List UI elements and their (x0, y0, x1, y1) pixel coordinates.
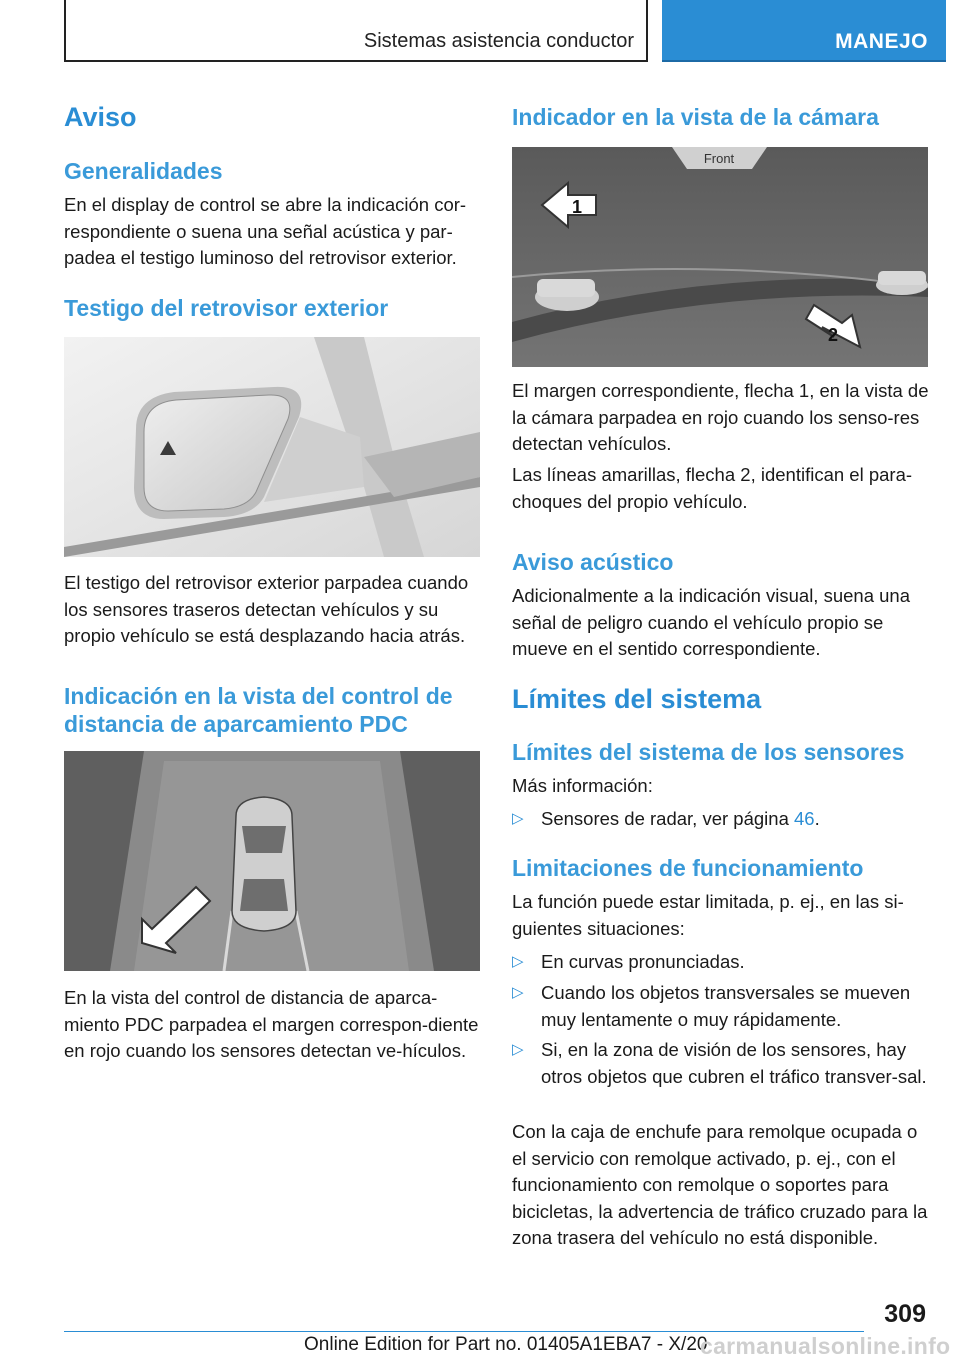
paragraph-limitaciones-intro: La función puede estar limitada, p. ej., en las si-guientes situaciones: (512, 891, 904, 939)
heading-limitaciones: Limitaciones de funcionamiento (512, 855, 864, 881)
heading-pdc: Indicación en la vista del control de distancia de aparcamiento PDC (64, 683, 453, 737)
heading-aviso: Aviso (64, 102, 137, 132)
footer-rule (64, 1331, 864, 1332)
bullet-triangle-icon: ▷ (512, 984, 524, 1001)
camera-callout-1: 1 (572, 197, 583, 217)
heading-limites-sensores: Límites del sistema de los sensores (512, 739, 905, 765)
mirror-image (64, 337, 480, 557)
paragraph-generalidades: En el display de control se abre la indicación cor-respondiente o suena una señal acústica y par-padea el testigo luminoso del retrovisor exterior. (64, 194, 467, 268)
heading-aviso-acustico: Aviso acústico (512, 549, 674, 575)
heading-limites: Límites del sistema (512, 684, 762, 714)
paragraph-camara-1: El margen correspondiente, flecha 1, en la vista de la cámara parpadea en rojo cuando los senso-res detectan vehículos. (512, 380, 929, 454)
heading-generalidades: Generalidades (64, 158, 223, 184)
list-item-limitacion-3: ▷ Si, en la zona de visión de los sensores, hay otros objetos que cubren el tráfico transver-sal. (512, 1039, 927, 1087)
footer-edition: Online Edition for Part no. 01405A1EBA7 - X/20 (304, 1334, 708, 1355)
header-chapter-title: MANEJO (835, 30, 928, 53)
watermark: carmanualsonline.info (700, 1333, 951, 1359)
bullet-triangle-icon: ▷ (512, 953, 524, 970)
header-chapter-tab (662, 0, 946, 62)
list-item-text: Sensores de radar, ver página (541, 808, 794, 829)
page-number: 309 (884, 1300, 926, 1328)
paragraph-testigo: El testigo del retrovisor exterior parpadea cuando los sensores traseros detectan vehículos y su propio vehículo se está desplazando hacia atrás. (64, 572, 469, 646)
camera-view-image (512, 147, 928, 367)
bullet-triangle-icon: ▷ (512, 810, 524, 827)
header-section-box (64, 0, 648, 62)
list-item-sensores: ▷ Sensores de radar, ver página 46. (512, 806, 932, 833)
page-link-46[interactable]: 46 (794, 808, 815, 829)
camera-callout-2: 2 (828, 325, 839, 345)
bullet-triangle-icon: ▷ (512, 1041, 524, 1058)
list-item-limitacion-2: ▷ Cuando los objetos transversales se mueven muy lentamente o muy rápidamente. (512, 982, 911, 1030)
paragraph-camara-2: Las líneas amarillas, flecha 2, identifican el para-choques del propio vehículo. (512, 464, 913, 512)
pdc-view-image (64, 751, 480, 971)
paragraph-remolque: Con la caja de enchufe para remolque ocupada o el servicio con remolque activado, p. ej., con el funcionamiento con remolque o soportes para bicicletas, la advertencia de tráfico cruzado para la zona trasera del vehículo no está disponible. (512, 1121, 928, 1248)
paragraph-acustico: Adicionalmente a la indicación visual, suena una señal de peligro cuando el vehículo propio se mueve en el sentido correspondiente. (512, 585, 911, 659)
heading-camara: Indicador en la vista de la cámara (512, 104, 879, 130)
camera-front-label: Front (703, 151, 735, 166)
heading-testigo: Testigo del retrovisor exterior (64, 295, 389, 321)
paragraph-pdc: En la vista del control de distancia de aparca-miento PDC parpadea el margen correspon-diente en rojo cuando los sensores detectan ve-hículos. (64, 987, 479, 1061)
header-section-title: Sistemas asistencia conductor (363, 30, 634, 52)
paragraph-mas-info: Más información: (512, 775, 653, 796)
list-item-limitacion-1: ▷ En curvas pronunciadas. (512, 949, 932, 976)
